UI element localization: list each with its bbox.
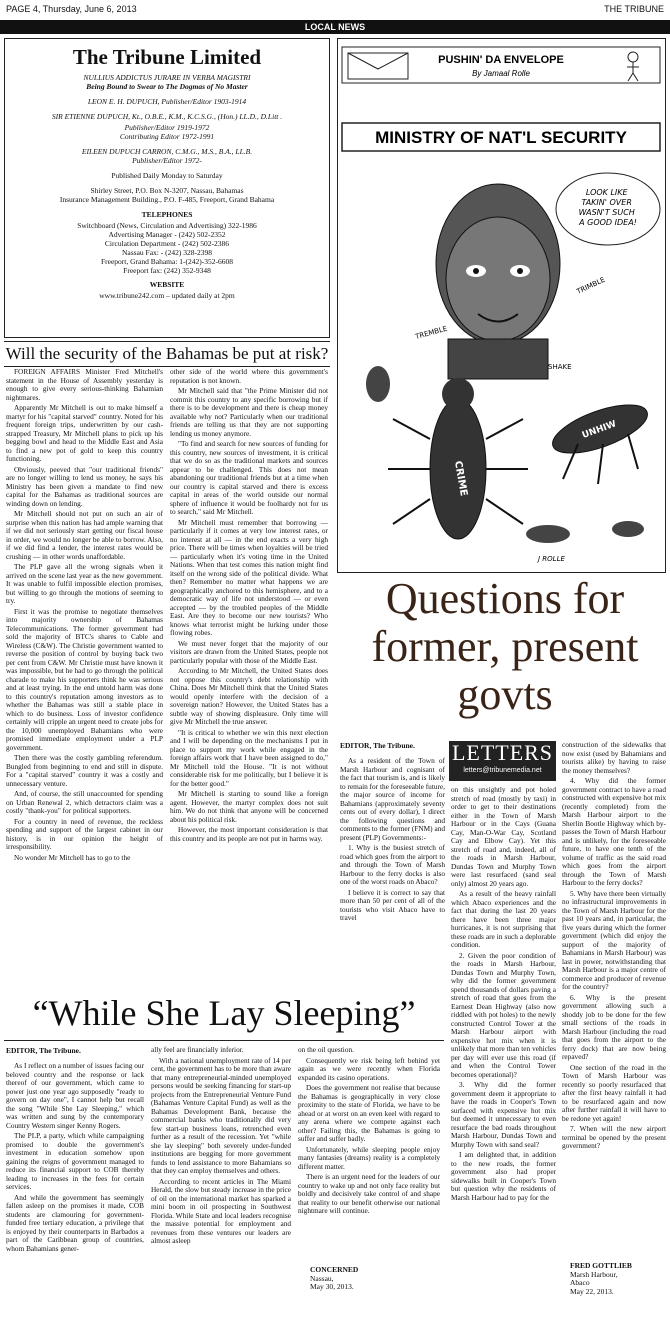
- paragraph: FOREIGN AFFAIRS Minister Fred Mitchell's statement in the House of Assembly yesterday is enough to give every serious-thinking Bahamian nightmares.: [6, 368, 163, 402]
- ministry-title: MINISTRY OF NAT'L SECURITY: [375, 128, 627, 147]
- section-bar: LOCAL NEWS: [0, 20, 670, 34]
- motto: NULLIUS ADDICTUS JURARE IN VERBA MAGISTRI: [83, 73, 251, 82]
- sleeping-headline: “While She Lay Sleeping”: [32, 993, 416, 1033]
- tel-line: Switchboard (News, Circulation and Advertising) 322-1986: [77, 221, 257, 230]
- paragraph: First it was the promise to negotiate themselves into majority ownership of Bahamas Telecommunications. The former government had sold the majority of BTC's shares to Cable and Wireless (C&W). The Christie government wanted to reverse the position of control by buying back two per cent from C&W. Mr Christie must have known it was impossible, but he had to go through the political charade to make his supporters think he was serious and at least trying. In the end untold harm was done to this country's reputation among investors as to whether the Bahamas was still a stable place in which to do business. Loss of investor confidence certainly will cripple an urgent need to create jobs for the 10,000 unemployed Bahamians who were promised immediate employment under a PLP government.: [6, 606, 163, 752]
- tremble-label: TREMBLE: [414, 324, 449, 341]
- etienne-contrib: Contributing Editor 1972-1991: [119, 132, 215, 141]
- artist-signature: J ROLLE: [538, 555, 565, 563]
- paragraph: For a country in need of revenue, the reckless spending and support of the largest cabinet in our history, is in our opinion the height of irresponsibility.: [6, 816, 163, 851]
- signoff-place: Marsh Harbour,: [570, 1269, 618, 1279]
- letter-signoff: [570, 1262, 666, 1296]
- eileen-years: Publisher/Editor 1972-: [132, 156, 202, 165]
- signoff-date: May 30, 2013.: [310, 1282, 354, 1291]
- sleeping-column-3: [298, 1046, 440, 1256]
- sleeping-column-2: [151, 1046, 291, 1314]
- etienne-years: Publisher/Editor 1919-1972: [124, 123, 210, 132]
- paragraph: With a national unemployment rate of 14 per cent, the government has to be more than aware that many entrepreneurial-minded unemployed persons would be seeking financing for start-up projects from the Entrepreneurial Venture Fund (Bahamas Venture Capital Fund) as well as the Bahamas Development Bank, because the commercial banks who traditionally did very few start-up business loans, retrenched even further as a result of the recession. Yet "while she lay sleeping" both severely under-funded institutions are begging for more government funds to lend assistance to more Bahamians so that they can employ themselves and others.: [151, 1055, 291, 1175]
- signoff-place: Nassau,: [310, 1273, 334, 1283]
- paragraph: Then there was the costly gambling referendum. Bungled from beginning to end and still in dispute. For a "capital starved" country it was a costly and unnecessary venture.: [6, 753, 163, 788]
- paragraph: Mr Mitchell must remember that borrowing — particularly if it comes at very low interest rates, or no interest at all — in the end exacts a very high price. There will be times when loyalties will be tried — particularly when it's voting time in the United Nations. When that test comes this nation might find itself on the wrong side of the political divide. What then? Remember no matter what happens we are geographically anchored to this hemisphere, and to a democratic way of life not understood — or even accepted — by the troubled peoples of the Middle East. Are they to become our new tourists? Who knows what terrorist might be lurking under those flowing robes.: [170, 517, 328, 637]
- website: www.tribune242.com – updated daily at 2pm: [99, 291, 235, 300]
- paragraph: 3. Why did the former government deem it appropriate to have the roads in Cooper's Town surfaced with expensive hot mix but deemed it unnecessary to even resurface the bad roads throughout Marsh Harbour, Dundas Town and Murphy Town with sand seal?: [451, 1080, 556, 1149]
- paragraph: As a result of the heavy rainfall which Abaco experiences and the fact that during the last 20 years there have been three major hurricanes, it is not surprising that these roads are in such a deplorable condition.: [451, 889, 556, 949]
- paragraph: "To find and search for new sources of funding for this country, new sources of investment, it is critical that we do so as the traditional markets and sources appear to be challenged. This does not mean abandoning our traditional friends but at a time when our country is capital starved and there is excess capital in areas of the world outside our normal sphere of influence it would be foolhardy not for us to search," said Mr Mitchell.: [170, 439, 328, 516]
- paragraph: Mr Mitchell said that "the Prime Minister did not commit this country to any specific borrowing but if there is to be development and there is cheap money available why not? Particularly when our traditional friends are telling us that they are not supporting lending us money anymore.: [170, 386, 328, 438]
- editorial-column-2: [170, 368, 328, 983]
- paragraph: 2. Given the poor condition of the roads in Marsh Harbour, Dundas Town and Murphy Town, why did the former government spend thousands of dollars paving a stretch of road that goes from the Earnest Dean Highway (also now riddled with pot holes) to the newly constructed Control Tower at the Marsh Harbour airport with expensive hot mix when it is unlikely that more than ten vehicles per day will ever use this road (if and when the Control Tower becomes operational)?: [451, 950, 556, 1079]
- paragraph: other side of the world where this government's reputation is not known.: [170, 368, 328, 385]
- paper-name: THE TRIBUNE: [604, 4, 664, 14]
- sleeping-column-1: [6, 1062, 144, 1314]
- paragraph: One section of the road in the Town of Marsh Harbour was recently so poorly resurfaced that after the first heavy rainfall it had to be resurfaced again and now after further rainfall it will have to be redone yet again!: [562, 1062, 666, 1123]
- paragraph: And, of course, the still unaccounted for spending on Urban Renewal 2, which detractors claim was a costly "thank-you" for political supporters.: [6, 789, 163, 815]
- page-info: PAGE 4, Thursday, June 6, 2013: [6, 4, 137, 14]
- paragraph: Apparently Mr Mitchell is out to make himself a martyr for his "capital starved" country. Noted for his frequent foreign trips, underwritten by our cash-strapped Treasury, Mr Mitchell plans to pick up his begging bowl and head to the Middle East and Asia to find a new pot of gold to keep this country functioning.: [6, 403, 163, 463]
- letter-salutation: EDITOR, The Tribune.: [340, 741, 415, 750]
- letters-title: LETTERS: [451, 740, 554, 765]
- letter-column-1: [340, 757, 445, 937]
- editorial-headline: Will the security of the Bahamas be put at risk?: [4, 341, 330, 367]
- divider: [4, 1040, 444, 1041]
- paragraph: I am delighted that, in addition to the new roads, the former government also had proper sidewalks built in Cooper's Town but question why the residents of Marsh Harbour had to pay for the: [451, 1150, 556, 1202]
- strip-title: PUSHIN' DA ENVELOPE: [438, 54, 564, 66]
- shake-label: SHAKE: [548, 363, 572, 371]
- signoff-name: FRED GOTTLIEB: [570, 1261, 632, 1270]
- paragraph: As a resident of the Town of Marsh Harbour and cognisant of the fact that tourism is, and is likely to remain for the foreseeable future, the major source of income for Bahamians (approximately seventy cents out of every dollar), I direct the following questions and comments to the former (FNM) and present (PLP) Governments:-: [340, 757, 445, 842]
- speech-text: LOOK LIKE TAKIN' OVER WASN'T SUCH A GOOD IDEA!: [578, 188, 637, 227]
- paragraph: ally feel are financially inferior.: [151, 1046, 244, 1054]
- paragraph: Does the government not realise that because the Bahamas is geographically in very close proximity to the state of Florida, we have to be ahead or at worst on an even keel with regard to any arena where we compete against each other? Failing this, the Bahamas is going to suffer and suffer badly.: [298, 1083, 440, 1143]
- masthead-title: The Tribune Limited: [72, 45, 262, 69]
- signoff-name: CONCERNED: [310, 1265, 359, 1274]
- paragraph: Consequently we risk being left behind yet again as we were recently when Florida expanded its casino operations.: [298, 1055, 440, 1082]
- address-2: Insurance Management Building., P.O. F-485, Freeport, Grand Bahama: [59, 195, 275, 204]
- paragraph: 6. Why is the present government allowing such a shoddy job to be done for the few small sections of the roads in Marsh Harbour (including the road that goes from the airport to the ferry dock) that are now being repaved?: [562, 992, 666, 1061]
- paragraph: construction of the sidewalks that now exist (used by Bahamians and tourists alike) by having to raise the money themselves?: [562, 741, 666, 775]
- paragraph: I believe it is correct to say that more than 50 per cent of all of the tourists who visit Abaco have to travel: [340, 887, 445, 922]
- etienne: SIR ETIENNE DUPUCH, Kt., O.B.E., K.M., K.C.S.G., (Hon.) LL.D., D.Litt .: [51, 112, 283, 121]
- paragraph: Unfortunately, while sleeping people enjoy many fantasies (dreams) reality is a completely different matter.: [298, 1144, 440, 1171]
- strip-byline: By Jamaal Rolle: [472, 69, 530, 78]
- letter-column-3: [562, 741, 666, 1231]
- published: Published Daily Monday to Saturday: [111, 171, 223, 180]
- paragraph: on this unsightly and pot holed stretch of road (mostly by taxi) in order to get to their destinations either in the Town of Marsh Harbour or in the Cays (Guana Cay, Man-O-War Cay, Scotland Cay and Elbow Cay). Yet this stretch of road and, indeed, all of the roads in Marsh Harbour, Dundas Town and Murphy Town were last resurfaced (sand seal only) almost 20 years ago.: [451, 786, 556, 888]
- tremble-label: TRIMBLE: [575, 275, 607, 296]
- cartoon: [337, 38, 666, 573]
- website-heading: WEBSITE: [149, 280, 185, 289]
- paragraph: "It is critical to whether we win this next election and I will be depending on the mechanisms I put in place to support my work while engaged in the foreign affairs work that I have been assigned to do," Mr Mitchell told the House. "It is not without considerable risk for me politically, but I believe it is for the better good.": [170, 727, 328, 788]
- paragraph: 1. Why is the busiest stretch of road which goes from the airport to and through the Town of Marsh Harbour to the ferry docks is also one of the worst roads on Abaco?: [340, 843, 445, 886]
- eileen: EILEEN DUPUCH CARRON, C.M.G., M.S., B.A., LL.B.: [81, 147, 253, 156]
- letters-box: [449, 741, 556, 781]
- tel-line: Nassau Fax: - (242) 328-2398: [122, 248, 212, 257]
- questions-headline: Questions for former, present govts: [371, 574, 639, 719]
- telephones-heading: TELEPHONES: [141, 210, 193, 219]
- tel-line: Freeport fax: (242) 352-9348: [123, 266, 211, 275]
- minister-head: [436, 184, 560, 379]
- cartoon-drawing: [338, 39, 665, 572]
- page-header: [0, 0, 670, 18]
- paragraph: According to Mr Mitchell, the United States does not oppose this country's debt relationship with China. Does Mr Mitchell think that the United States would openly interfere with the decision of a sovereign nation? However, the United States has a subtle way of showing displeasure. Only time will give Mr Mitchell the true answer.: [170, 666, 328, 726]
- letter-column-2: [451, 786, 556, 1276]
- paragraph: According to recent articles in The Miami Herald, the slow but steady increase in the price of oil on the international market has sparked a mini boom in oil prospecting in Southwest Florida. While State and local leaders recognise the massive potential for employment and revenues from these ventures our leaders are almost asleep: [151, 1176, 291, 1245]
- paragraph: No wonder Mr Mitchell has to go to the: [14, 852, 131, 862]
- tel-line: Freeport, Grand Bahama: 1-(242)-352-6608: [100, 257, 234, 266]
- sleeping-salutation: EDITOR, The Tribune.: [6, 1046, 81, 1055]
- tel-line: Advertising Manager - (242) 502-2352: [108, 230, 226, 239]
- leon: LEON E. H. DUPUCH, Publisher/Editor 1903-1914: [87, 97, 247, 106]
- paragraph: And while the government has seemingly fallen asleep on the promises it made, COB students are clamouring for government-funded free tertiary education, a privilege that is enjoyed by their counterparts in Barbados a part of the Caribbean group of countries, whom Bahamians gener-: [6, 1192, 144, 1253]
- sleeping-signoff: [310, 1266, 440, 1292]
- paragraph: 4. Why did the former government contract to have a road constructed with expensive hot mix (recently completed) from the Marsh Harbour airport to the Sherlin Bootle Highway which by-passes the Town of Marsh Harbour and is unlikely, for the foreseeable future, to have one tenth of the volume of traffic as the said road which goes from the airport through the Town of Marsh Harbour to the ferry docks?: [562, 776, 666, 887]
- paragraph: However, the most important consideration is that this country and its people are not put in harms way.: [170, 825, 328, 843]
- crime-label: CRIME: [451, 460, 469, 498]
- signoff-place: Abaco: [570, 1278, 590, 1287]
- paragraph: The PLP gave all the wrong signals when it arrived on the scene last year as the new government. It was unable to fulfil impossible election promises, but willing to go through the motions of seeming to try.: [6, 562, 163, 605]
- paragraph: Obviously, peeved that "our traditional friends" are no longer willing to lend us money, he says his Ministry has been given a mandate to find new capital for the Bahamas as traditional sources are winding down on lending.: [6, 464, 163, 508]
- signoff-date: May 22, 2013.: [570, 1286, 614, 1296]
- paragraph: 7. When will the new airport terminal be opened by the present government?: [562, 1124, 666, 1150]
- letters-email[interactable]: letters@tribunemedia.net: [463, 767, 542, 774]
- paragraph: There is an urgent need for the leaders of our country to wake up and not only face reality but boldly and decisively take control of and shape that reality to our benefit otherwise our national nightmare will continue.: [298, 1172, 440, 1215]
- paragraph: on the oil question.: [298, 1046, 354, 1054]
- paragraph: Mr Mitchell should not put on such an air of surprise when this nation has had ample warning that if we did not seriously start getting our fiscal house in order, we would no longer be able to borrow. Also, if we did find a lender, the interest rates would be crushing — in other words unaffordable.: [6, 509, 163, 561]
- motto-sub: Being Bound to Swear to The Dogmas of No Master: [86, 82, 248, 91]
- paragraph: 5. Why have there been virtually no infrastructural improvements in the Town of Marsh Harbour for the past 10 years and, in particular, the five years during which the former government (which did enjoy the support of the majority of Bahamians in Marsh Harbour) was last in power, notwithstanding that Marsh Harbour is a major centre of commerce and producer of revenue for the country?: [562, 888, 666, 991]
- crime-bug-icon: [388, 378, 528, 539]
- paragraph: We must never forget that the majority of our visitors are drawn from the United States, people not particularly popular with those of the Middle East.: [170, 638, 328, 665]
- paragraph: As I reflect on a number of issues facing our beloved country and the response or lack thereof of our government, which came to power just one year ago supposedly "ready to govern on day one", I cannot help but recall the song "While She Lay Sleeping," which was written and sung by the contemporary Country Western singer Kenny Rogers.: [6, 1062, 144, 1130]
- unhiw-label: UNHIW: [580, 419, 618, 441]
- masthead: [4, 38, 330, 338]
- paragraph: Mr Mitchell is starting to sound like a foreign agent. However, the martyr complex does not suit him. We do not think that anyone will be concerned about his political risk.: [170, 789, 328, 824]
- tel-line: Circulation Department - (242) 502-2386: [104, 239, 230, 248]
- address-1: Shirley Street, P.O. Box N-3207, Nassau, Bahamas: [90, 186, 244, 195]
- editorial-column-1: [6, 368, 163, 983]
- paragraph: The PLP, a party, which while campaigning promised to double the government's investment in education somehow upon gaining the reigns of government managed to reduce its financial support to COB thereby leading to increases in the fees for certain services.: [6, 1131, 144, 1191]
- envelope-icon: [348, 53, 408, 79]
- unhiw-bug-icon: [547, 395, 653, 484]
